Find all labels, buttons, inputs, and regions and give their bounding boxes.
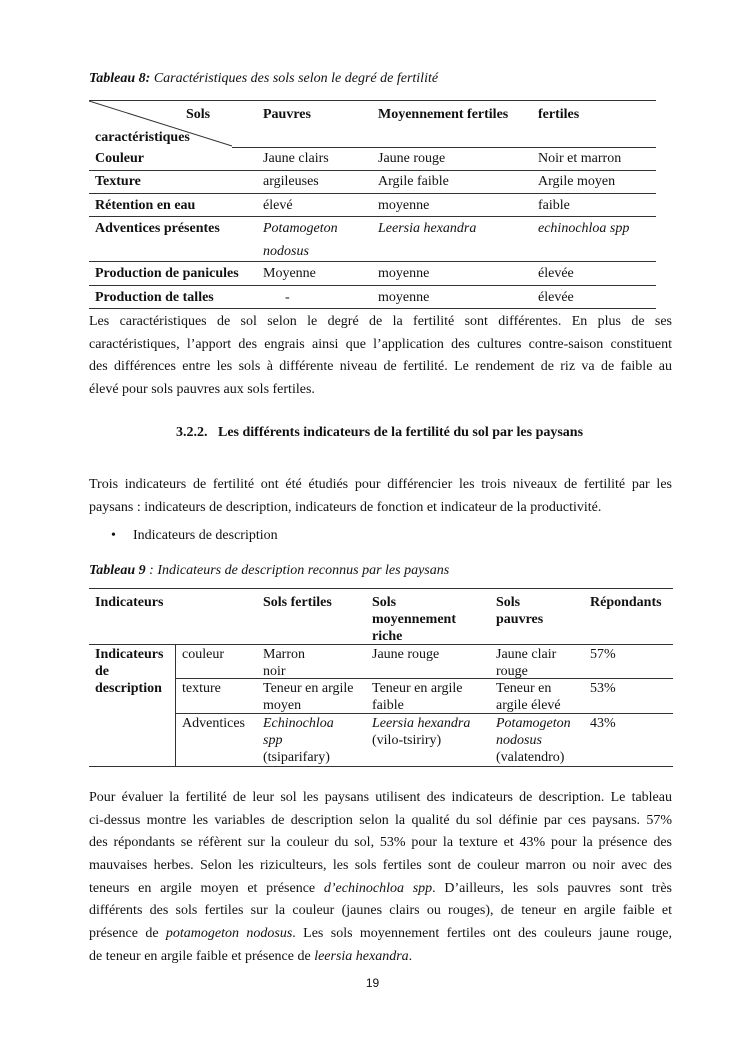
- cell: echinochloa spp: [538, 221, 630, 236]
- cell: Marron noir: [263, 647, 305, 679]
- cell: Noir et marron: [538, 151, 622, 166]
- text-run: de teneur en argile faible et présence de: [89, 948, 315, 964]
- col-header-repondants: Répondants: [590, 595, 662, 610]
- table9-caption: [89, 563, 449, 579]
- bullet-marker: •: [111, 528, 116, 543]
- text-line: Les caractéristiques de sol selon le degré de la fertilité sont différentes. En plus de ses: [89, 314, 672, 329]
- text-line: [89, 946, 672, 969]
- cell-continued: nodosus: [263, 244, 309, 259]
- table8-caption-label: Tableau 8:: [89, 71, 151, 86]
- table8-caption: [89, 71, 438, 87]
- cell: Teneur en argile élevé: [496, 681, 561, 713]
- text-line: différents des sols fertiles sur la couleur (jaunes clairs ou rouges), de teneur en argile faible et: [89, 903, 672, 919]
- species-name: Echinochloa spp: [263, 716, 334, 748]
- text-line: [89, 878, 672, 901]
- table-9: [89, 588, 673, 768]
- cell: Teneur en argile faible: [372, 681, 463, 713]
- col-header-indicateurs: Indicateurs: [95, 595, 164, 610]
- cell: faible: [538, 198, 570, 213]
- text-run: .: [408, 948, 413, 964]
- table9-caption-text: : Indicateurs de description reconnus par les paysans: [145, 563, 450, 578]
- group-label: Indicateurs de description: [95, 647, 164, 696]
- cell: [372, 715, 482, 749]
- cell: élevée: [538, 266, 574, 281]
- species-name: Leersia hexandra: [372, 716, 471, 731]
- text-line: Trois indicateurs de fertilité ont été étudiés pour différencier les trois niveaux de fertilité par les: [89, 477, 672, 492]
- cell: argileuses: [263, 174, 319, 189]
- row-label: Production de panicules: [95, 266, 239, 281]
- paragraph-1: [89, 311, 672, 402]
- row-label: Couleur: [95, 151, 144, 166]
- cell: Jaune clair rouge: [496, 647, 557, 679]
- paragraph-2: [89, 474, 672, 519]
- col-header-sols-moyennement: Sols moyennement riche: [372, 595, 456, 644]
- local-name: (valatendro): [496, 750, 565, 765]
- text-line: ci-dessus montre les variables de description selon la qualité du sol définie par ces paysans. 57%: [89, 812, 672, 828]
- row-label: Texture: [95, 174, 141, 189]
- text-run: . Les sols moyennement fertiles ont des couleurs jaune rouge,: [292, 926, 672, 942]
- cell: -: [285, 290, 290, 305]
- text-line: Pour évaluer la fertilité de leur sol les paysans utilisent des indicateurs de description. Le tableau: [89, 790, 672, 805]
- cell: Moyenne: [263, 266, 316, 281]
- cell: moyenne: [378, 266, 430, 281]
- text-line: élevé pour sols pauvres aux sols fertiles.: [89, 382, 315, 398]
- cell: Leersia hexandra: [378, 221, 477, 236]
- text-run-italic: potamogeton nodosus: [165, 926, 293, 942]
- local-name: (tsiparifary): [263, 750, 330, 765]
- row-label: Rétention en eau: [95, 198, 196, 213]
- table8-caption-text: Caractéristiques des sols selon le degré de fertilité: [150, 71, 439, 86]
- cell: élevé: [263, 198, 293, 213]
- row-label: Adventices présentes: [95, 221, 220, 236]
- text-line: mauvaises herbes. Selon les riziculteurs, les sols fertiles sont de couleur marron ou noir avec des: [89, 858, 672, 874]
- text-line: des différences entre les sols à différente niveau de fertilité. Le rendement de riz va de faible au: [89, 359, 672, 375]
- cell: moyenne: [378, 290, 430, 305]
- cell: Jaune rouge: [372, 647, 440, 662]
- col-header-fertiles: fertiles: [538, 107, 580, 122]
- text-line: paysans : indicateurs de description, indicateurs de fonction et indicateur de la productivité.: [89, 499, 602, 515]
- table9-caption-label: Tableau 9: [89, 563, 146, 578]
- paragraph-3: [89, 787, 672, 969]
- col-header-pauvres: Pauvres: [263, 107, 311, 122]
- text-line: [89, 923, 672, 946]
- cell: [263, 715, 349, 766]
- cell: Jaune clairs: [263, 151, 329, 166]
- cell: Argile faible: [378, 174, 449, 189]
- indicator-name: Adventices: [182, 716, 245, 731]
- text-run-italic: d’echinochloa spp: [323, 880, 433, 896]
- cell: Potamogeton: [263, 221, 338, 236]
- text-line: caractéristiques, l’apport des engrais ainsi que l’application des cultures contre-saison constituent: [89, 336, 672, 352]
- text-run: . D’ailleurs, les sols pauvres sont très: [432, 880, 672, 896]
- col-header-sols-pauvres: Sols pauvres: [496, 595, 544, 627]
- text-run-italic: leersia hexandra: [314, 948, 409, 964]
- text-run: teneurs en argile moyen et présence: [89, 880, 324, 896]
- cell-pct: 57%: [590, 647, 616, 662]
- cell: Teneur en argile moyen: [263, 681, 354, 713]
- species-name: Potamogeton nodosus: [496, 716, 571, 748]
- page-number: 19: [365, 976, 380, 990]
- row-label: Production de talles: [95, 290, 214, 305]
- bullet-text: Indicateurs de description: [133, 528, 278, 543]
- col-header-moyennement: Moyennement fertiles: [378, 107, 509, 122]
- cell-pct: 53%: [590, 681, 616, 696]
- cell: [496, 715, 582, 766]
- diag-header-top: Sols: [186, 107, 211, 122]
- text-run: présence de: [89, 926, 166, 942]
- indicator-name: couleur: [182, 647, 224, 662]
- col-header-sols-fertiles: Sols fertiles: [263, 595, 332, 610]
- cell: Argile moyen: [538, 174, 616, 189]
- section-heading: 3.2.2. Les différents indicateurs de la fertilité du sol par les paysans: [176, 425, 584, 440]
- cell: Jaune rouge: [378, 151, 446, 166]
- indicator-name: texture: [182, 681, 221, 696]
- cell: moyenne: [378, 198, 430, 213]
- local-name: (vilo-tsiriry): [372, 733, 442, 748]
- text-line: des répondants se réfèrent sur la couleur du sol, 53% pour la texture et 43% pour la présence des: [89, 835, 672, 851]
- cell: élevée: [538, 290, 574, 305]
- diag-header-bottom: caractéristiques: [95, 130, 190, 145]
- cell-pct: 43%: [590, 716, 616, 731]
